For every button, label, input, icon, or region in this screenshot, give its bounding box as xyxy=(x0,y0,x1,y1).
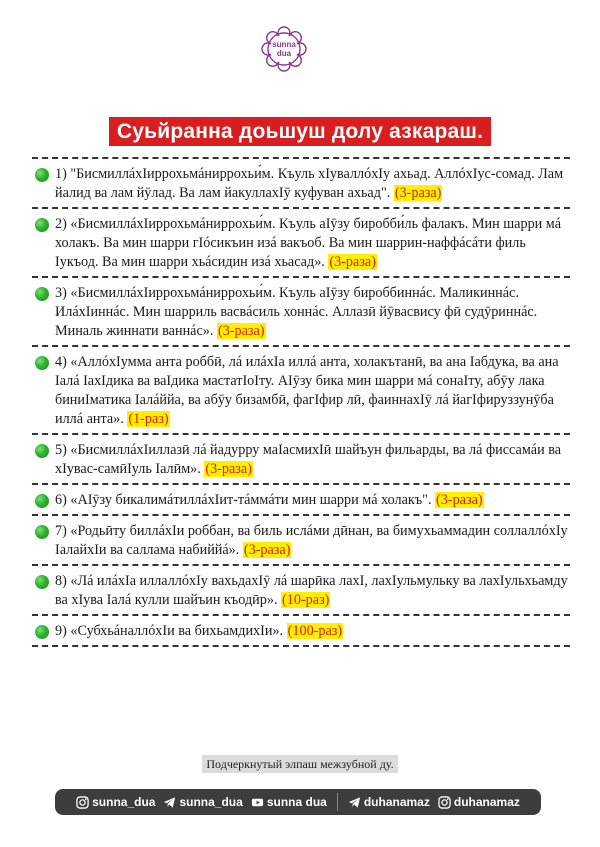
list-item xyxy=(32,159,570,207)
instagram-icon xyxy=(76,796,89,809)
footnote: Подчеркнутый элпаш межзубной ду. xyxy=(202,755,397,773)
list-item xyxy=(32,485,570,514)
telegram-icon xyxy=(163,796,176,809)
logo-text-line1: sunna xyxy=(272,40,296,49)
green-dot-icon xyxy=(35,287,49,301)
list-item xyxy=(32,347,570,433)
list-item xyxy=(32,435,570,483)
page-title: Суьйранна доьшуш долу азкараш. xyxy=(109,117,491,146)
repeat-count: (1-раз) xyxy=(128,411,169,427)
instagram-icon xyxy=(438,796,451,809)
youtube-link[interactable] xyxy=(251,795,327,809)
repeat-count: (3-раза) xyxy=(394,185,442,201)
divider xyxy=(337,793,338,811)
telegram-icon xyxy=(348,796,361,809)
item-text: 8) «Лá илáхIа иллаллóхIу вахьдахIӯ лá шарӣка лахI, лахIульмульку ва лахIульхьамду ва хIува Iалá кулли шайъин къодӣр». xyxy=(55,573,568,608)
social-links-bar xyxy=(55,789,541,815)
repeat-count: (100-раз) xyxy=(287,623,343,639)
green-dot-icon xyxy=(35,625,49,639)
youtube-handle: sunna dua xyxy=(266,795,327,809)
list-item xyxy=(32,616,570,645)
sunna-dua-logo xyxy=(257,22,311,76)
green-dot-icon xyxy=(35,575,49,589)
divider xyxy=(32,645,570,647)
instagram-handle: duhanamaz xyxy=(453,795,520,809)
item-text: 7) «Родьӣту биллáхIи роббан, ва биль ислáми дӣнан, ва бимухьаммадин соллаллóхIу IалайхIи ва саллама набиййá». xyxy=(55,523,568,558)
item-text: 6) «АIӯзу бикалимáтиллáхIит-тáммáти мин шарри мá холакъ". xyxy=(55,492,436,508)
item-text: 2) «БисмиллáхIиррохьмáниррохьи́м. Къуль аIӯзу биробби́ль фалакъ. Мин шарри мá холакъ. Ва мин шарри гIóсикъин изá вакъоб. Ва мин шаррин-наффáсáти филь Iукъод. Ва мин шарри хьáсидин изá хьасад». xyxy=(55,216,562,270)
dua-list xyxy=(32,157,570,647)
item-text: 9) «СубхьáналлóхIи ва бихьамдихIи». xyxy=(55,623,287,639)
repeat-count: (3-раза) xyxy=(329,254,376,270)
green-dot-icon xyxy=(35,444,49,458)
green-dot-icon xyxy=(35,525,49,539)
repeat-count: (10-раз) xyxy=(282,592,330,608)
telegram-handle: sunna_dua xyxy=(179,795,243,809)
repeat-count: (3-раза) xyxy=(205,461,252,477)
telegram-link[interactable] xyxy=(163,795,242,809)
item-text: 1) "БисмиллáхIиррохьмáниррохьи́м. Къуль хIуваллóхIу ахьад. АллóхIус-сомад. Лам йалид ва лам йӯлад. Ва лам йакуллахIӯ куфуван ахьад". xyxy=(55,166,564,201)
instagram-link[interactable] xyxy=(76,795,155,809)
list-item xyxy=(32,516,570,564)
list-item xyxy=(32,566,570,614)
green-dot-icon xyxy=(35,494,49,508)
green-dot-icon xyxy=(35,218,49,232)
youtube-icon xyxy=(251,796,264,809)
instagram-link[interactable] xyxy=(438,795,520,809)
list-item xyxy=(32,209,570,276)
repeat-count: (3-раза) xyxy=(217,323,265,339)
list-item xyxy=(32,278,570,345)
logo-text-line2: dua xyxy=(276,49,292,58)
instagram-handle: sunna_dua xyxy=(92,795,156,809)
item-text: 5) «БисмиллáхIиллазӣ лá йадурру маIасмихIӣ шайъун фильарды, ва лá фиссамáи ва хIувас-самӣIуль Iалӣм». xyxy=(55,442,562,477)
item-text: 4) «АллóхIумма анта роббӣ, лá илáхIа иллá анта, холакътанӣ, ва ана Iабдука, ва ана Iалá IахIдика ва ваIдика мастатIоIту. АIӯзу бика мин шарри мá сонаIту, абӯу лака биниIматика Iалáййа, ва абӯу бизамбӣ, фагIфир лӣ, фаиннахIӯ лá йагIфируззунӯба иллá анта». xyxy=(55,354,559,427)
telegram-link[interactable] xyxy=(348,795,430,809)
item-text: 3) «БисмиллáхIиррохьмáниррохьи́м. Къуль аIӯзу бироббиннáс. Маликиннáс. ИлáхIиннáс. Мин шарриль васвáсиль хоннáс. Аллазӣ йӯвасвису фӣ судӯриннáс. Миналь жиннати ваннáс». xyxy=(55,285,538,339)
repeat-count: (3-раза) xyxy=(243,542,291,558)
repeat-count: (3-раза) xyxy=(436,492,483,508)
telegram-handle: duhanamaz xyxy=(363,795,430,809)
green-dot-icon xyxy=(35,168,49,182)
green-dot-icon xyxy=(35,356,49,370)
